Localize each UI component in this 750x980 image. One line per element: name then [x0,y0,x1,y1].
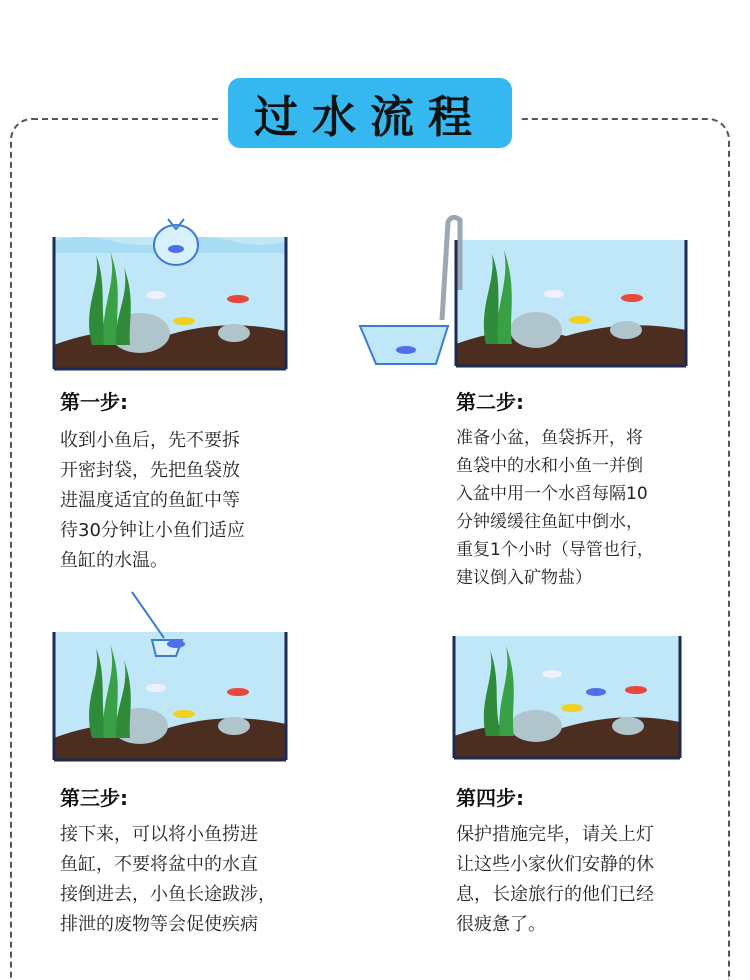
step2-line: 鱼袋中的水和小鱼一并倒 [456,456,643,476]
aquarium-scene-step1 [52,205,292,375]
step2-line: 入盆中用一个水舀每隔10 [456,484,648,504]
step1-line: 进温度适宜的鱼缸中等 [60,490,240,511]
step4-line: 很疲惫了。 [456,914,546,935]
step2-line: 重复1个小时（导管也行， [456,540,654,560]
step1-line: 开密封袋，先把鱼袋放 [60,460,240,481]
step4-line: 保护措施完毕，请关上灯 [456,824,654,845]
step3-line: 接倒进去，小鱼长途跋涉， [60,884,276,905]
step4-description [456,820,696,940]
step2-line: 分钟缓缓往鱼缸中倒水， [456,512,643,532]
aquarium-scene-step3 [52,590,292,765]
step3-line: 排泄的废物等会促使疾病 [60,914,258,935]
step2-line: 准备小盆，鱼袋拆开，将 [456,428,643,448]
step3-line: 接下来，可以将小鱼捞进 [60,824,258,845]
step1-line: 待30分钟让小鱼们适应 [60,520,245,541]
aquarium-scene-step2 [356,210,696,370]
step2-description [456,424,696,592]
fish-bag-icon [154,219,198,265]
step1-line: 收到小鱼后，先不要拆 [60,430,240,451]
step2-heading: 第二步: [456,390,524,414]
step3-line: 鱼缸，不要将盆中的水直 [60,854,258,875]
step4-line: 息，长途旅行的他们已经 [456,884,654,905]
step3-description [60,820,300,940]
step4-line: 让这些小家伙们安静的休 [456,854,654,875]
step1-description [60,426,300,576]
step1-line: 鱼缸的水温。 [60,550,168,571]
step3-heading: 第三步: [60,786,128,810]
step1-heading: 第一步: [60,390,128,414]
aquarium-scene-step4 [452,628,684,763]
page-title: 过水流程 [228,78,512,148]
step2-line: 建议倒入矿物盐） [456,568,592,588]
step4-heading: 第四步: [456,786,524,810]
